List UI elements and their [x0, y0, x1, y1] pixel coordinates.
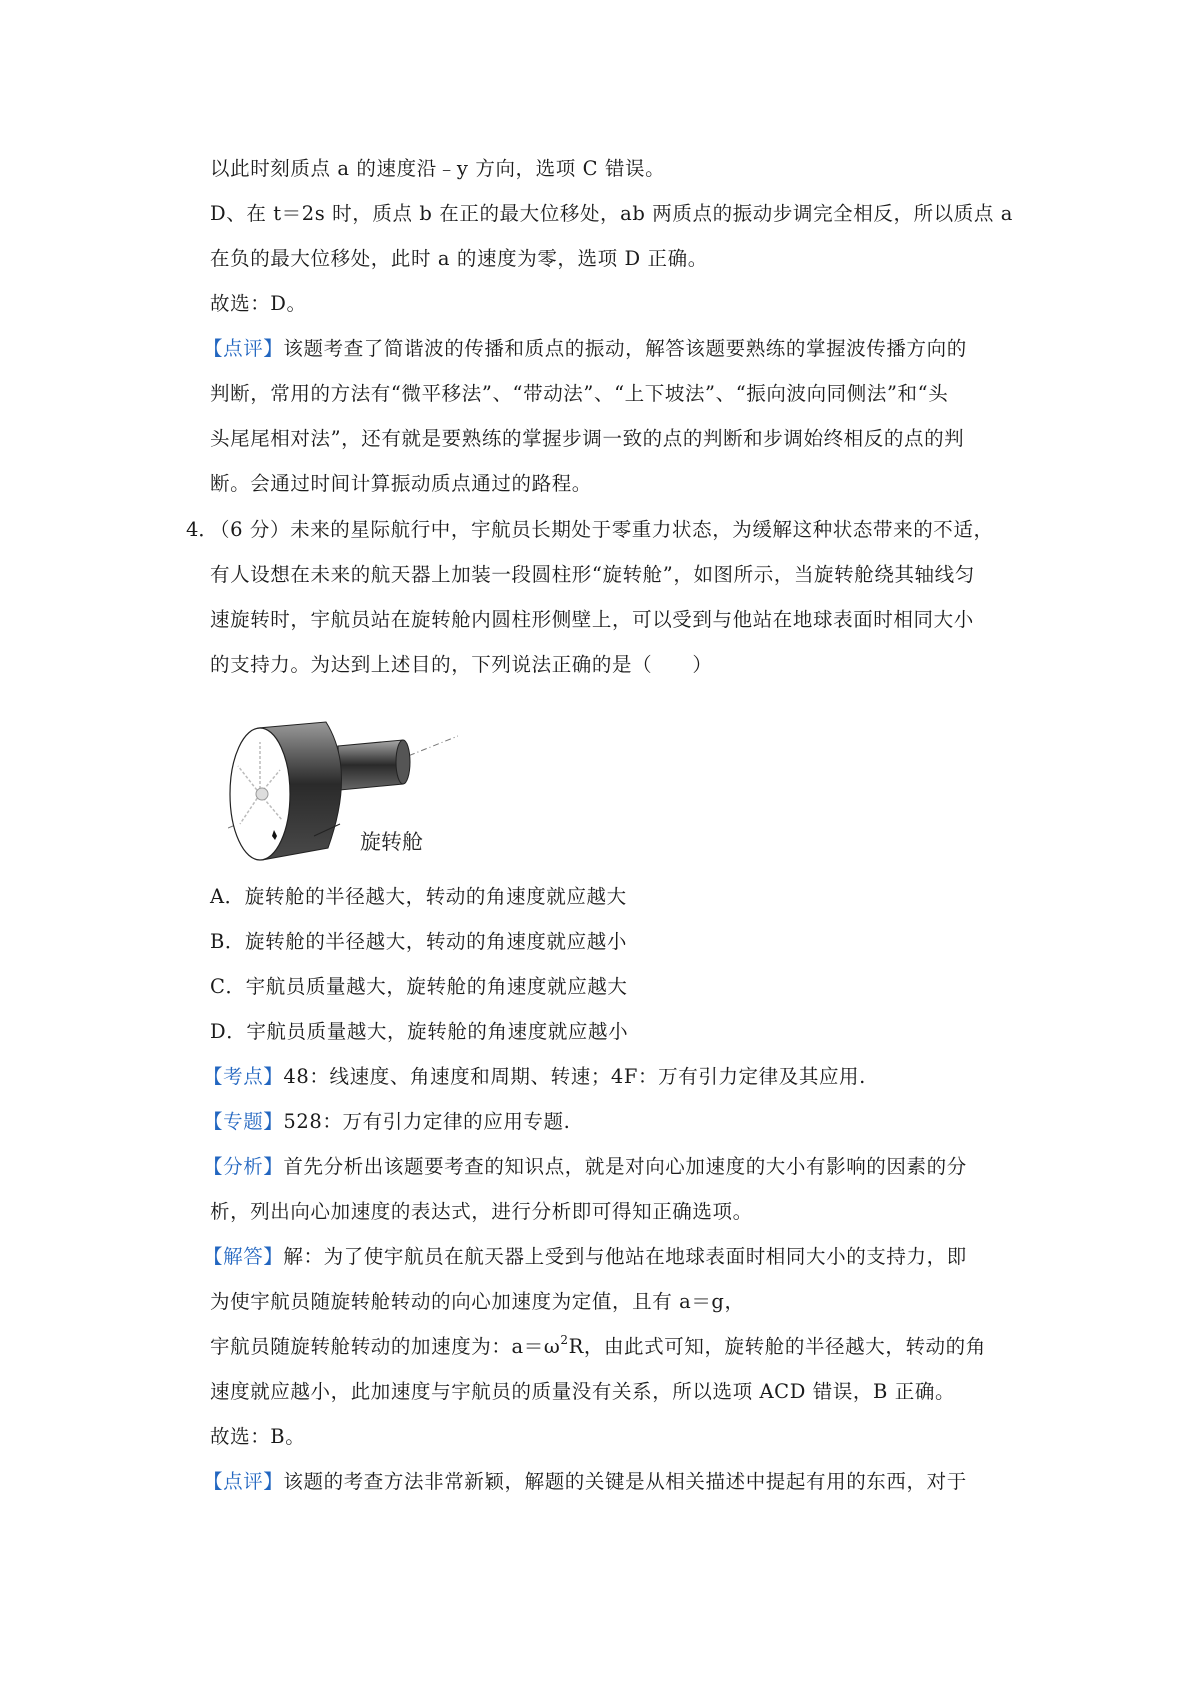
fenxi-text: 首先分析出该题要考查的知识点，就是对向心加速度的大小有影响的因素的分	[283, 1155, 967, 1178]
answer-line: 故选：B。	[210, 1425, 306, 1448]
jieda-line	[210, 1333, 986, 1361]
option-b: B．旋转舱的半径越大，转动的角速度就应越小	[210, 930, 627, 953]
kaodian-line	[203, 1063, 866, 1091]
fenxi-tag: 【分析】	[203, 1155, 284, 1178]
jieda-text: R，由此式可知，旋转舱的半径越大，转动的角	[568, 1335, 986, 1358]
jieda-line	[203, 1243, 967, 1271]
question-stem: 速旋转时，宇航员站在旋转舱内圆柱形侧壁上，可以受到与他站在地球表面时相同大小	[210, 608, 974, 631]
comment-line	[203, 1468, 967, 1496]
exponent: 2	[560, 1333, 569, 1347]
zhuanti-tag: 【专题】	[203, 1110, 284, 1133]
connector-tube	[338, 740, 403, 790]
question-stem: 有人设想在未来的航天器上加装一段圆柱形“旋转舱”，如图所示，当旋转舱绕其轴线匀	[210, 563, 975, 586]
comment-text: 该题的考查方法非常新颖，解题的关键是从相关描述中提起有用的东西，对于	[283, 1470, 967, 1493]
figure-label: 旋转舱	[360, 830, 423, 854]
question-number: 4．	[186, 518, 218, 541]
jieda-line: 速度就应越小，此加速度与宇航员的质量没有关系，所以选项 ACD 错误，B 正确。	[210, 1380, 956, 1403]
solution-line: D、在 t＝2s 时，质点 b 在正的最大位移处，ab 两质点的振动步调完全相反，所以质点 a	[210, 202, 1013, 225]
answer-line: 故选：D。	[210, 292, 307, 315]
jieda-text: 解：为了使宇航员在航天器上受到与他站在地球表面时相同大小的支持力，即	[283, 1245, 967, 1268]
comment-line: 断。会通过时间计算振动质点通过的路程。	[210, 472, 592, 495]
solution-line: 以此时刻质点 a 的速度沿﹣y 方向，选项 C 错误。	[210, 157, 666, 180]
fenxi-line	[203, 1153, 967, 1181]
cabin-diagram	[228, 720, 458, 868]
comment-line: 判断，常用的方法有“微平移法”、“带动法”、“上下坡法”、“振向波向同侧法”和“头	[210, 382, 949, 405]
question-stem: 的支持力。为达到上述目的，下列说法正确的是（ ）	[210, 653, 713, 676]
zhuanti-line	[203, 1108, 570, 1136]
comment-line	[203, 335, 967, 363]
zhuanti-text: 528：万有引力定律的应用专题.	[283, 1110, 571, 1133]
comment-line: 头尾尾相对法”，还有就是要熟练的掌握步调一致的点的判断和步调始终相反的点的判	[210, 427, 965, 450]
fenxi-line: 析，列出向心加速度的表达式，进行分析即可得知正确选项。	[210, 1200, 753, 1223]
solution-line: 在负的最大位移处，此时 a 的速度为零，选项 D 正确。	[210, 247, 708, 270]
tube-end	[396, 740, 410, 784]
comment-tag: 【点评】	[203, 1470, 284, 1493]
jieda-line: 为使宇航员随旋转舱转动的向心加速度为定值，且有 a＝g，	[210, 1290, 745, 1313]
comment-text: 该题考查了简谐波的传播和质点的振动，解答该题要熟练的掌握波传播方向的	[283, 337, 967, 360]
option-c: C．宇航员质量越大，旋转舱的角速度就应越大	[210, 975, 628, 998]
question-stem: （6 分）未来的星际航行中，宇航员长期处于零重力状态，为缓解这种状态带来的不适，	[210, 518, 994, 541]
option-d: D．宇航员质量越大，旋转舱的角速度就应越小	[210, 1020, 629, 1043]
rotating-cabin-figure	[228, 720, 458, 868]
jieda-text: 宇航员随旋转舱转动的加速度为：a＝ω	[210, 1335, 561, 1358]
option-a: A．旋转舱的半径越大，转动的角速度就应越大	[210, 885, 627, 908]
cabin-hub	[256, 788, 268, 800]
kaodian-tag: 【考点】	[203, 1065, 284, 1088]
kaodian-text: 48：线速度、角速度和周期、转速；4F：万有引力定律及其应用.	[283, 1065, 866, 1088]
comment-tag: 【点评】	[203, 337, 284, 360]
jieda-tag: 【解答】	[203, 1245, 284, 1268]
